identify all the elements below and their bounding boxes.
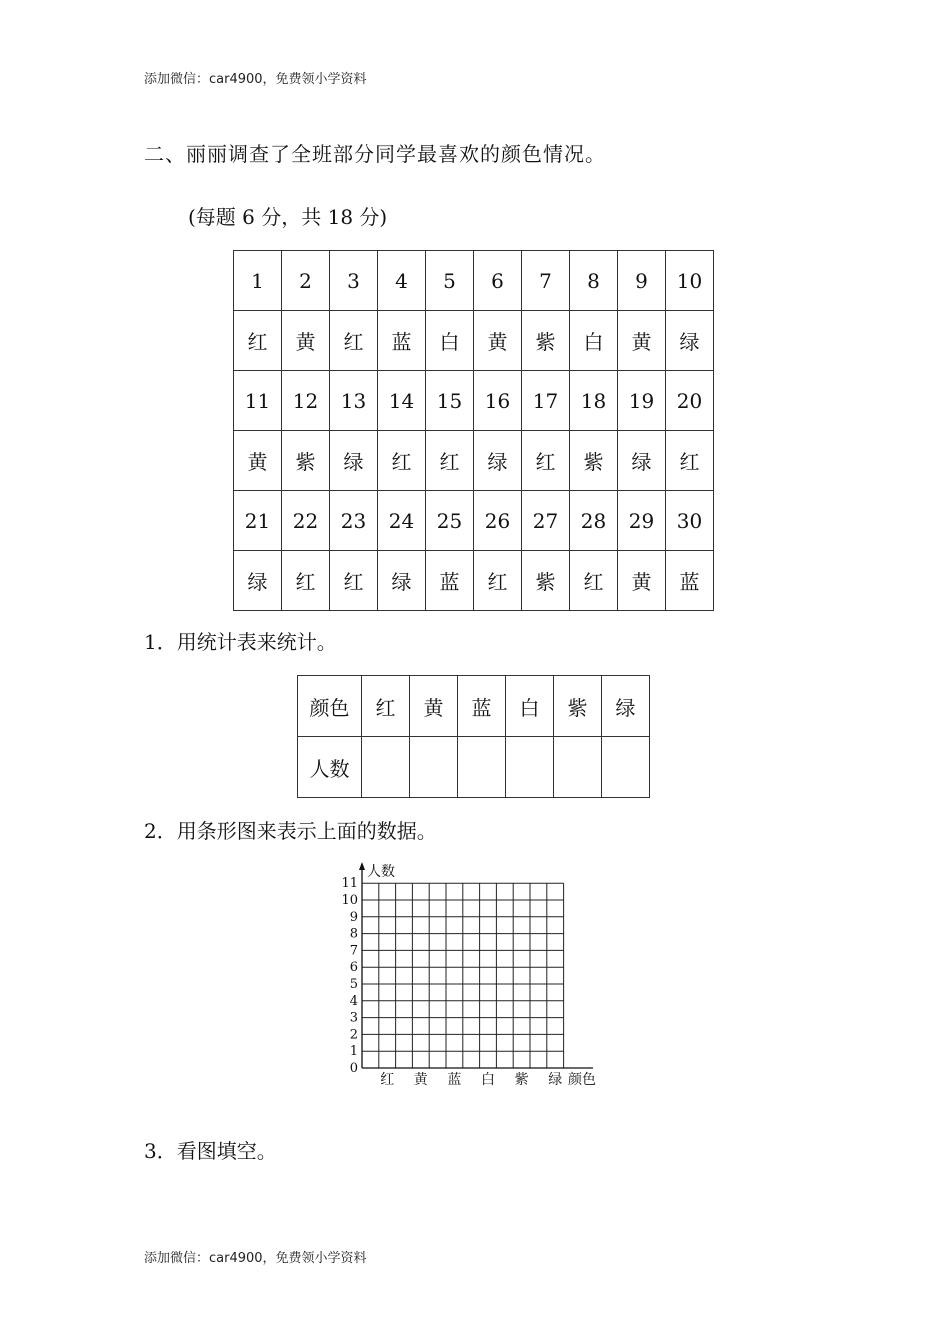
y-tick-label: 5 <box>349 977 358 992</box>
question-3: 3．看图填空。 <box>144 1139 277 1163</box>
student-number-cell: 14 <box>378 371 426 431</box>
tally-count-input-cell[interactable] <box>554 737 602 798</box>
survey-color-row <box>234 311 714 371</box>
tally-color-cell: 蓝 <box>458 676 506 737</box>
favorite-color-cell: 红 <box>666 431 714 491</box>
student-number-cell: 10 <box>666 251 714 311</box>
student-number-cell: 26 <box>474 491 522 551</box>
x-category-label: 紫 <box>514 1072 529 1088</box>
favorite-color-cell: 紫 <box>522 551 570 611</box>
question-1: 1．用统计表来统计。 <box>144 630 337 654</box>
student-number-cell: 6 <box>474 251 522 311</box>
score-note: (每题 6 分，共 18 分) <box>188 205 388 229</box>
favorite-color-cell: 黄 <box>474 311 522 371</box>
student-number-cell: 7 <box>522 251 570 311</box>
student-number-cell: 30 <box>666 491 714 551</box>
x-category-label: 黄 <box>413 1072 428 1088</box>
survey-number-row <box>234 491 714 551</box>
tally-count-input-cell[interactable] <box>458 737 506 798</box>
tally-color-row <box>298 676 650 737</box>
favorite-color-cell: 红 <box>330 311 378 371</box>
favorite-color-cell: 红 <box>282 551 330 611</box>
student-number-cell: 15 <box>426 371 474 431</box>
favorite-color-cell: 黄 <box>234 431 282 491</box>
favorite-color-cell: 黄 <box>618 551 666 611</box>
student-number-cell: 25 <box>426 491 474 551</box>
survey-number-row <box>234 251 714 311</box>
student-number-cell: 17 <box>522 371 570 431</box>
favorite-color-cell: 蓝 <box>426 551 474 611</box>
y-tick-label: 4 <box>349 993 358 1009</box>
tally-color-cell: 红 <box>362 676 410 737</box>
favorite-color-cell: 白 <box>570 311 618 371</box>
y-tick-label: 0 <box>349 1061 358 1076</box>
y-tick-label: 1 <box>349 1044 358 1060</box>
student-number-cell: 11 <box>234 371 282 431</box>
favorite-color-cell: 红 <box>570 551 618 611</box>
favorite-color-cell: 黄 <box>282 311 330 371</box>
favorite-color-cell: 绿 <box>618 431 666 491</box>
student-number-cell: 18 <box>570 371 618 431</box>
favorite-color-cell: 红 <box>330 551 378 611</box>
tally-count-input-cell[interactable] <box>410 737 458 798</box>
tally-count-input-cell[interactable] <box>506 737 554 798</box>
survey-number-row <box>234 371 714 431</box>
y-tick-label: 6 <box>349 960 358 976</box>
student-number-cell: 27 <box>522 491 570 551</box>
tally-count-row <box>298 737 650 798</box>
survey-color-row <box>234 551 714 611</box>
y-tick-label: 11 <box>341 876 358 892</box>
student-number-cell: 28 <box>570 491 618 551</box>
question-2: 2．用条形图来表示上面的数据。 <box>144 819 437 843</box>
y-tick-label: 3 <box>349 1010 358 1026</box>
student-number-cell: 20 <box>666 371 714 431</box>
student-number-cell: 8 <box>570 251 618 311</box>
favorite-color-cell: 绿 <box>474 431 522 491</box>
student-number-cell: 16 <box>474 371 522 431</box>
tally-count-header: 人数 <box>298 737 362 798</box>
student-number-cell: 22 <box>282 491 330 551</box>
tally-table <box>297 675 650 798</box>
student-number-cell: 29 <box>618 491 666 551</box>
favorite-color-cell: 绿 <box>378 551 426 611</box>
student-number-cell: 21 <box>234 491 282 551</box>
x-category-label: 蓝 <box>447 1072 462 1088</box>
tally-color-header: 颜色 <box>298 676 362 737</box>
x-category-label: 红 <box>380 1072 395 1088</box>
favorite-color-cell: 黄 <box>618 311 666 371</box>
tally-color-cell: 白 <box>506 676 554 737</box>
student-number-cell: 23 <box>330 491 378 551</box>
favorite-color-cell: 红 <box>378 431 426 491</box>
student-number-cell: 13 <box>330 371 378 431</box>
favorite-color-cell: 红 <box>426 431 474 491</box>
favorite-color-cell: 紫 <box>522 311 570 371</box>
student-number-cell: 3 <box>330 251 378 311</box>
y-tick-label: 10 <box>341 893 358 908</box>
y-axis-arrow-icon <box>359 862 365 870</box>
student-number-cell: 24 <box>378 491 426 551</box>
student-number-cell: 9 <box>618 251 666 311</box>
favorite-color-cell: 红 <box>474 551 522 611</box>
student-number-cell: 19 <box>618 371 666 431</box>
favorite-color-cell: 红 <box>522 431 570 491</box>
tally-count-input-cell[interactable] <box>362 737 410 798</box>
student-number-cell: 2 <box>282 251 330 311</box>
section-heading: 二、丽丽调查了全班部分同学最喜欢的颜色情况。 <box>144 142 606 166</box>
y-tick-label: 9 <box>349 909 358 925</box>
y-tick-label: 7 <box>349 943 358 959</box>
survey-color-row <box>234 431 714 491</box>
y-tick-label: 8 <box>349 926 358 942</box>
favorite-color-cell: 蓝 <box>378 311 426 371</box>
student-number-cell: 12 <box>282 371 330 431</box>
student-number-cell: 1 <box>234 251 282 311</box>
survey-table <box>233 250 714 611</box>
favorite-color-cell: 蓝 <box>666 551 714 611</box>
x-category-label: 白 <box>481 1072 495 1088</box>
tally-color-cell: 紫 <box>554 676 602 737</box>
student-number-cell: 4 <box>378 251 426 311</box>
watermark-bottom: 添加微信：car4900，免费领小学资料 <box>144 1251 367 1266</box>
watermark-top: 添加微信：car4900，免费领小学资料 <box>144 72 367 87</box>
x-axis-label: 颜色 <box>568 1072 596 1088</box>
tally-color-cell: 黄 <box>410 676 458 737</box>
x-category-label: 绿 <box>548 1072 563 1088</box>
favorite-color-cell: 紫 <box>570 431 618 491</box>
tally-count-input-cell[interactable] <box>602 737 650 798</box>
favorite-color-cell: 绿 <box>330 431 378 491</box>
y-tick-label: 2 <box>349 1027 358 1043</box>
tally-color-cell: 绿 <box>602 676 650 737</box>
favorite-color-cell: 红 <box>234 311 282 371</box>
favorite-color-cell: 绿 <box>666 311 714 371</box>
y-axis-label: 人数 <box>367 864 395 880</box>
student-number-cell: 5 <box>426 251 474 311</box>
favorite-color-cell: 绿 <box>234 551 282 611</box>
favorite-color-cell: 紫 <box>282 431 330 491</box>
bar-chart-grid <box>330 855 610 1095</box>
favorite-color-cell: 白 <box>426 311 474 371</box>
